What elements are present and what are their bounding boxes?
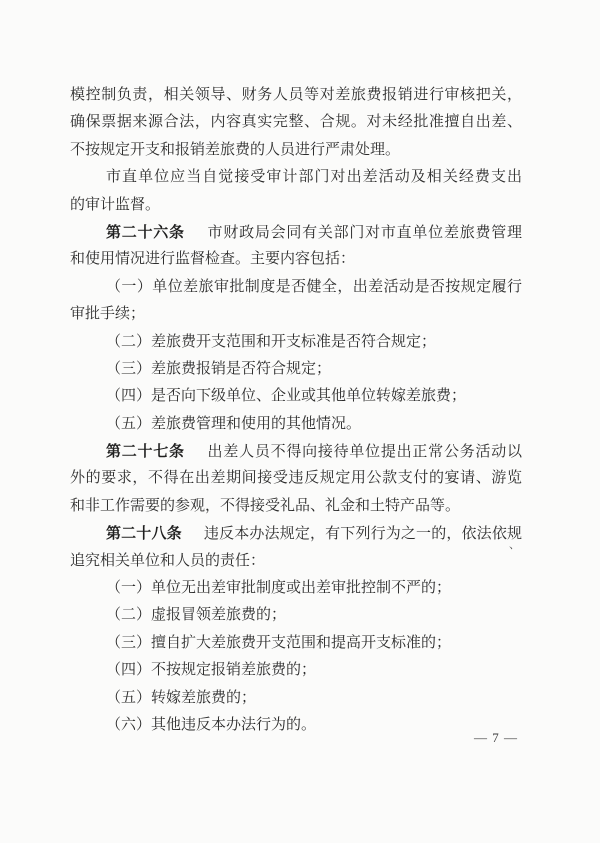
article-number-heading: 第二十六条 bbox=[106, 223, 185, 241]
line-text: （三）擅自扩大差旅费开支范围和提高开支标准的； bbox=[106, 634, 452, 651]
line-text: （五）转嫁差旅费的； bbox=[106, 689, 257, 706]
article-number-heading: 第二十七条 bbox=[106, 443, 185, 461]
line-text: （三）差旅费报销是否符合规定； bbox=[106, 360, 332, 377]
text-line bbox=[106, 164, 522, 191]
text-line bbox=[106, 630, 522, 657]
text-line bbox=[106, 356, 522, 383]
line-text: 审批手续； bbox=[70, 306, 146, 323]
line-text: 不按规定开支和报销差旅费的人员进行严肃处理。 bbox=[70, 141, 401, 158]
text-line bbox=[70, 548, 522, 575]
line-text: 模控制负责，相关领导、财务人员等对差旅费报销进行审核把关， bbox=[70, 87, 522, 103]
line-text: 外的要求，不得在出差期间接受违反规定用公款支付的宴请、游览 bbox=[70, 470, 522, 487]
text-line bbox=[106, 685, 522, 712]
text-line bbox=[70, 82, 522, 109]
article-number-heading: 第二十八条 bbox=[106, 525, 182, 543]
line-text: （一）单位无出差审批制度或出差审批控制不严的； bbox=[106, 580, 452, 597]
text-line bbox=[106, 657, 522, 684]
line-text: 追究相关单位和人员的责任： bbox=[70, 552, 266, 569]
text-line bbox=[70, 301, 522, 328]
line-text: （二）虚报冒领差旅费的； bbox=[106, 607, 287, 624]
line-text: 和使用情况进行监督检查。主要内容包括： bbox=[70, 251, 356, 268]
text-line bbox=[70, 493, 522, 520]
text-line bbox=[106, 411, 522, 438]
line-text: （二）差旅费开支范围和开支标准是否符合规定； bbox=[106, 333, 437, 350]
line-text: （四）是否向下级单位、企业或其他单位转嫁差旅费； bbox=[106, 388, 467, 405]
text-line bbox=[70, 192, 522, 219]
text-line bbox=[106, 520, 522, 547]
line-text: （五）差旅费管理和使用的其他情况。 bbox=[106, 415, 362, 432]
text-line bbox=[106, 575, 522, 602]
text-line bbox=[106, 219, 522, 246]
page-number: — 7 — bbox=[474, 730, 518, 745]
text-line bbox=[106, 602, 522, 629]
text-line bbox=[70, 137, 522, 164]
line-text: 违反本办法规定，有下列行为之一的，依法依规 bbox=[203, 526, 522, 543]
text-line bbox=[106, 274, 522, 301]
line-text: 确保票据来源合法，内容真实完整、合规。对未经批准擅自出差、 bbox=[70, 114, 522, 131]
line-text: 和非工作需要的参观，不得接受礼品、礼金和土特产品等。 bbox=[70, 497, 461, 514]
text-line bbox=[70, 465, 522, 492]
line-text: 的审计监督。 bbox=[70, 196, 161, 213]
line-text: （四）不按规定报销差旅费的； bbox=[106, 662, 317, 679]
document-lines bbox=[70, 82, 522, 739]
line-text: 市直单位应当自觉接受审计部门对出差活动及相关经费支出 bbox=[106, 169, 522, 186]
text-line bbox=[106, 329, 522, 356]
text-line bbox=[106, 438, 522, 465]
text-line bbox=[70, 109, 522, 136]
line-text: 市财政局会同有关部门对市直单位差旅费管理 bbox=[206, 224, 522, 241]
scan-artifact-mark: 、 bbox=[509, 539, 520, 551]
text-line bbox=[106, 383, 522, 410]
text-line bbox=[70, 246, 522, 273]
line-text: （六）其他违反本办法行为的。 bbox=[106, 716, 317, 733]
line-text: 出差人员不得向接待单位提出正常公务活动以 bbox=[206, 444, 522, 461]
line-text: （一）单位差旅审批制度是否健全，出差活动是否按规定履行 bbox=[106, 278, 522, 295]
